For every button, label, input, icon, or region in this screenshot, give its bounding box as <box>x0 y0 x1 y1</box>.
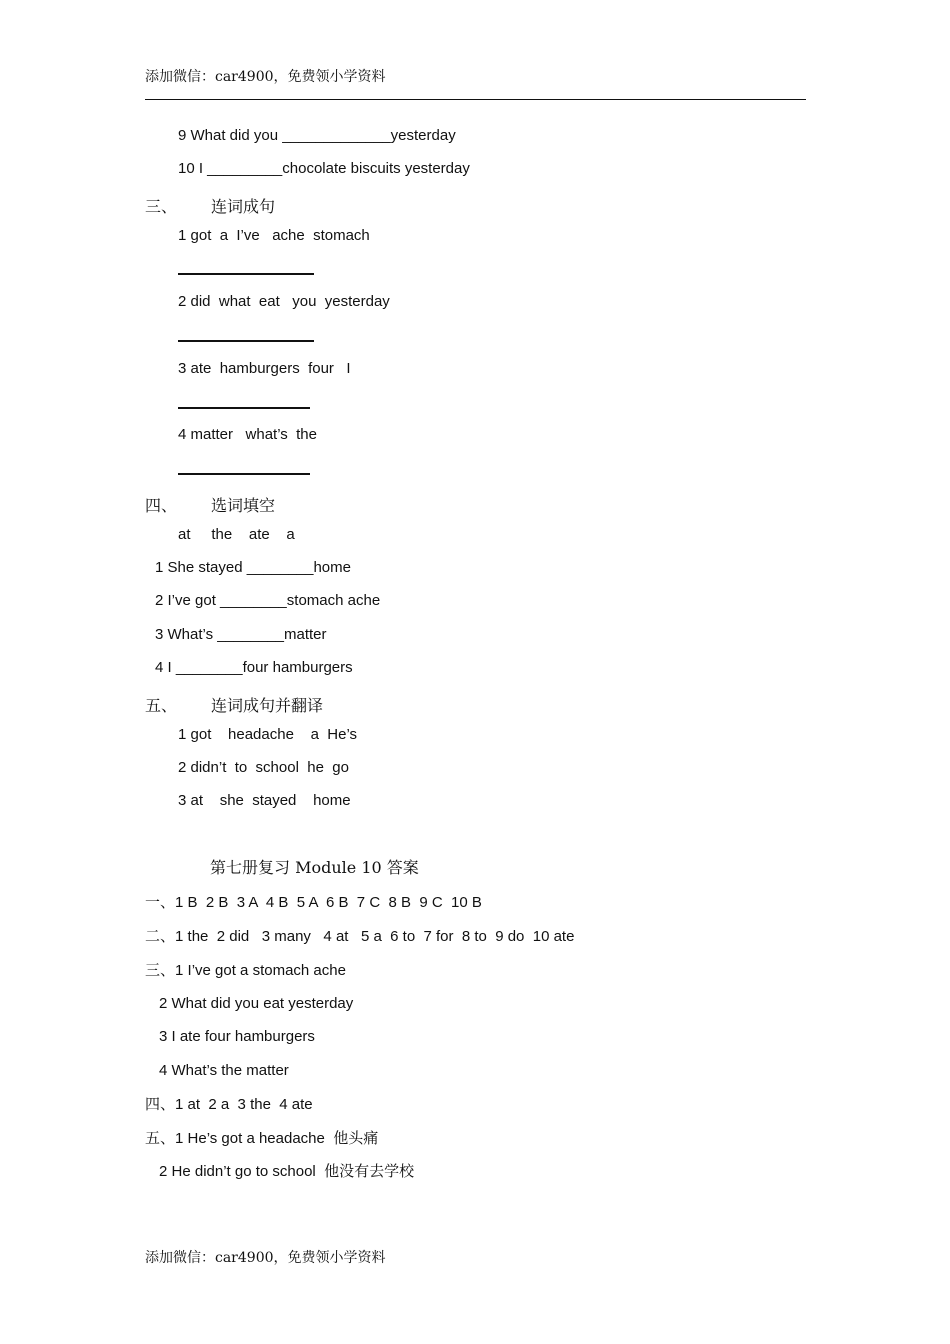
exercise-line: 4 I ________four hamburgers <box>155 659 353 676</box>
answer-line <box>145 893 482 912</box>
answer-blank <box>178 273 314 275</box>
answer-text: 3 I ate four hamburgers <box>159 1028 315 1045</box>
answer-line <box>145 1095 313 1114</box>
exercise-line: 1 She stayed ________home <box>155 559 351 576</box>
answer-text: 1 the 2 did 3 many 4 at 5 a 6 to 7 for 8 to 9 do 10 ate <box>175 928 575 945</box>
answer-line <box>145 1129 378 1148</box>
answer-text: 2 What did you eat yesterday <box>159 995 354 1012</box>
header-divider <box>145 99 806 100</box>
answer-text: 1 He’s got a headache 他头痛 <box>175 1130 379 1147</box>
answer-blank <box>178 473 310 475</box>
section-number: 四、 <box>145 496 178 515</box>
answer-text: 4 What’s the matter <box>159 1062 289 1079</box>
exercise-line: 1 got headache a He’s <box>178 726 358 743</box>
answer-blank <box>178 407 310 409</box>
answers-title: 第七册复习 Module 10 答案 <box>210 858 419 877</box>
answer-prefix: 二、 <box>145 927 176 945</box>
answer-text: 1 at 2 a 3 the 4 ate <box>175 1096 313 1113</box>
answer-prefix: 四、 <box>145 1095 176 1113</box>
answer-text: 1 B 2 B 3 A 4 B 5 A 6 B 7 C 8 B 9 C 10 B <box>175 894 482 911</box>
exercise-line: 1 got a I’ve ache stomach <box>178 227 370 244</box>
answer-line <box>159 1028 315 1046</box>
exercise-line: 10 I _________chocolate biscuits yesterday <box>178 160 470 177</box>
answer-line <box>145 927 574 946</box>
answer-line <box>145 961 346 980</box>
section-number: 五、 <box>145 696 178 715</box>
exercise-line: 2 I’ve got ________stomach ache <box>155 592 381 609</box>
exercise-line: 3 at she stayed home <box>178 792 351 809</box>
exercise-line: 9 What did you _____________yesterday <box>178 127 456 144</box>
section-title: 连词成句并翻译 <box>211 696 324 715</box>
page-header: 添加微信：car4900，免费领小学资料 <box>145 69 386 85</box>
answer-prefix: 一、 <box>145 893 176 911</box>
exercise-line: 3 ate hamburgers four I <box>178 360 351 377</box>
section-title: 连词成句 <box>211 197 276 216</box>
section-title: 选词填空 <box>211 496 276 515</box>
answer-text: 2 He didn’t go to school 他没有去学校 <box>159 1163 415 1180</box>
word-bank: at the ate a <box>178 526 295 543</box>
exercise-line: 4 matter what’s the <box>178 426 317 443</box>
exercise-line: 3 What’s ________matter <box>155 626 327 643</box>
section-number: 三、 <box>145 197 178 216</box>
answer-prefix: 五、 <box>145 1129 176 1147</box>
page-footer: 添加微信：car4900，免费领小学资料 <box>145 1250 386 1266</box>
answer-line <box>159 1062 289 1080</box>
answer-prefix: 三、 <box>145 961 176 979</box>
answer-text: 1 I’ve got a stomach ache <box>175 962 346 979</box>
answer-line <box>159 995 353 1013</box>
exercise-line: 2 didn’t to school he go <box>178 759 349 776</box>
answer-line <box>159 1163 414 1181</box>
exercise-line: 2 did what eat you yesterday <box>178 293 390 310</box>
answer-blank <box>178 340 314 342</box>
